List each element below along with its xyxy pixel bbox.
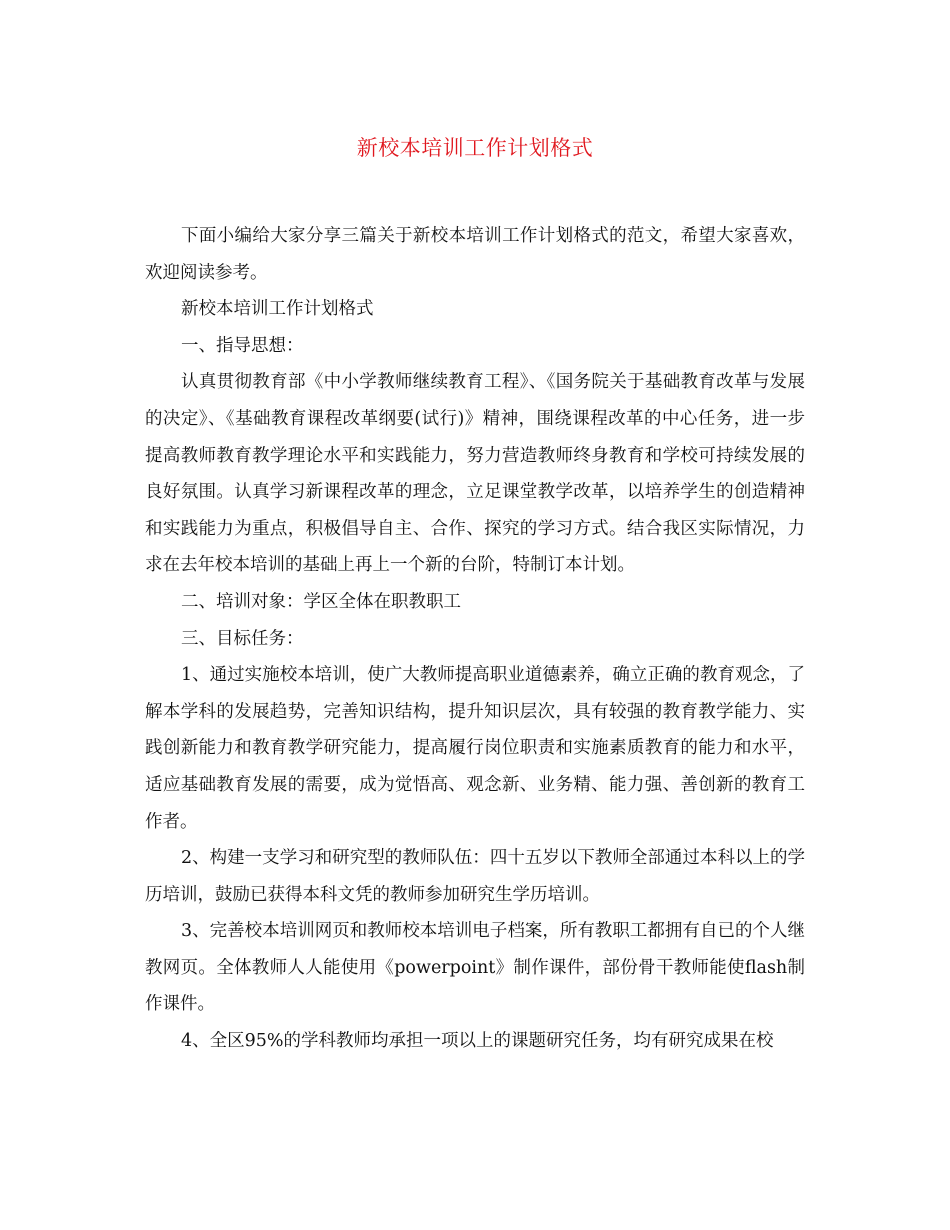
goal-item-4: 4、全区95%的学科教师均承担一项以上的课题研究任务，均有研究成果在校 (181, 1031, 774, 1052)
goal-item-2: 2、构建一支学习和研究型的教师队伍：四十五岁以下教师全部通过本科以上的学历培训，鼓励已获得本科文凭的教师参加研究生学历培训。 (145, 848, 805, 905)
document-body (145, 218, 805, 1060)
goal-item-1: 1、通过实施校本培训，使广大教师提高职业道德素养，确立正确的教育观念，了解本学科的发展趋势，完善知识结构，提升知识层次，具有较强的教育教学能力、实践创新能力和教育教学研究能力，提高履行岗位职责和实施素质教育的能力和水平，适应基础教育发展的需要，成为觉悟高、观念新、业务精、能力强、善创新的教育工作者。 (145, 665, 805, 832)
intro-paragraph: 下面小编给大家分享三篇关于新校本培训工作计划格式的范文，希望大家喜欢，欢迎阅读参考。 (145, 226, 805, 283)
heading-guiding-ideology: 一、指导思想： (181, 335, 304, 356)
goal-item-3: 3、完善校本培训网页和教师校本培训电子档案，所有教职工都拥有自已的个人继教网页。全体教师人人能使用《powerpoint》制作课件，部份骨干教师能使flash制作课件。 (145, 921, 805, 1015)
section-heading: 新校本培训工作计划格式 (181, 299, 374, 320)
heading-training-target: 二、培训对象：学区全体在职教职工 (181, 591, 461, 612)
heading-goals-tasks: 三、目标任务： (181, 628, 304, 649)
page-title: 新校本培训工作计划格式 (356, 136, 594, 160)
guiding-ideology-paragraph: 认真贯彻教育部《中小学教师继续教育工程》、《国务院关于基础教育改革与发展的决定》、《基础教育课程改革纲要(试行)》精神，围绕课程改革的中心任务，进一步提高教师教育教学理论水平和实践能力，努力营造教师终身教育和学校可持续发展的良好氛围。认真学习新课程改革的理念，立足课堂教学改革，以培养学生的创造精神和实践能力为重点，积极倡导自主、合作、探究的学习方式。结合我区实际情况，力求在去年校本培训的基础上再上一个新的台阶，特制订本计划。 (145, 372, 805, 576)
